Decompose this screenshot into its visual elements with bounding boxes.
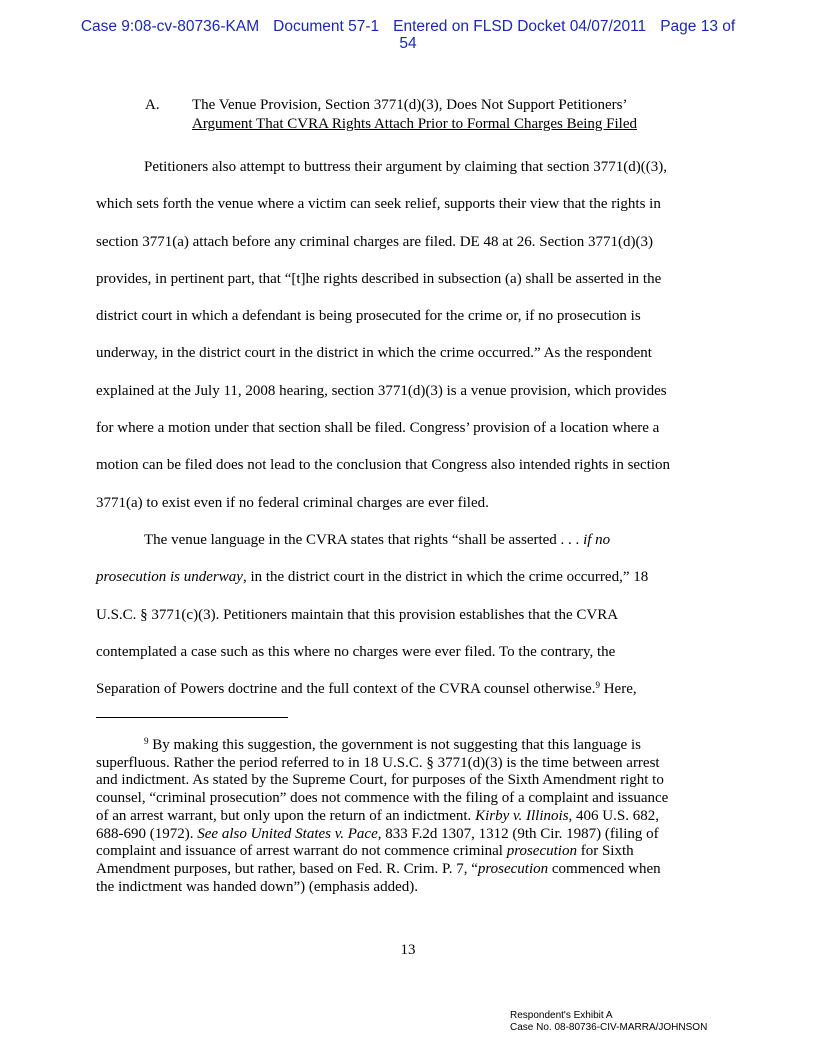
paragraph-line: for where a motion under that section shall be filed. Congress’ provision of a location where a	[96, 420, 660, 437]
footnote-line: counsel, “criminal prosecution” does not commence with the filing of a complaint and issuance	[96, 790, 669, 807]
paragraph-line: motion can be filed does not lead to the conclusion that Congress also intended rights in section	[96, 457, 671, 474]
page-total: 54	[399, 35, 417, 52]
italic-run: if no	[583, 531, 611, 548]
text-run: By making this suggestion, the government is not suggesting that this language is	[148, 737, 641, 753]
page-count: Page 13 of	[660, 18, 736, 35]
text-run: 688-690 (1972).	[96, 825, 198, 842]
footnote-line	[96, 861, 720, 879]
case-number: Case 9:08-cv-80736-KAM	[80, 18, 260, 35]
case-citation: Kirby v. Illinois	[475, 807, 569, 824]
text-run: Amendment purposes, but rather, based on Fed. R. Crim. P. 7, “	[96, 860, 478, 877]
paragraph-line	[96, 522, 720, 559]
footnote-separator	[96, 717, 288, 718]
text-run: , in the district court in the district in which the crime occurred,” 18	[242, 569, 649, 586]
text-run: , 406 U.S. 682,	[568, 807, 659, 824]
section-title-line2: Argument That CVRA Rights Attach Prior to Formal Charges Being Filed	[192, 116, 637, 132]
paragraph-line: which sets forth the venue where a victim can seek relief, supports their view that the rights in	[96, 196, 661, 213]
italic-run: prosecution	[477, 860, 549, 877]
footnote-line	[96, 737, 720, 755]
text-run: of an arrest warrant, but only upon the return of an indictment.	[96, 807, 476, 824]
paragraph-line: contemplated a case such as this where no charges were ever filed. To the contrary, the	[96, 643, 616, 660]
exhibit-label: Respondent's Exhibit A	[510, 1010, 613, 1021]
page-number: 13	[400, 942, 416, 958]
entered-date: Entered on FLSD Docket 04/07/2011	[393, 18, 647, 35]
footnote-line	[96, 843, 720, 861]
paragraph-line: Petitioners also attempt to buttress their argument by claiming that section 3771(d)((3),	[144, 159, 667, 175]
paragraph-line	[96, 671, 720, 708]
paragraph-line: explained at the July 11, 2008 hearing, section 3771(d)(3) is a venue provision, which provides	[96, 382, 667, 399]
case-citation: See also United States v. Pace	[197, 825, 378, 842]
section-title-line1: The Venue Provision, Section 3771(d)(3), Does Not Support Petitioners’	[192, 97, 628, 113]
footnote-line: superfluous. Rather the period referred to in 18 U.S.C. § 3771(d)(3) is the time between arrest	[96, 754, 660, 771]
text-run: commenced when	[548, 860, 661, 877]
paragraph-line: 3771(a) to exist even if no federal criminal charges are ever filed.	[96, 494, 489, 511]
paragraph-line: district court in which a defendant is being prosecuted for the crime or, if no prosecution is	[96, 308, 641, 325]
exhibit-case-number: Case No. 08-80736-CIV-MARRA/JOHNSON	[510, 1022, 708, 1033]
footnote-9	[96, 737, 720, 896]
body-text	[96, 149, 720, 708]
paragraph-line: U.S.C. § 3771(c)(3). Petitioners maintain that this provision establishes that the CVRA	[96, 606, 619, 623]
footnote-line: the indictment was handed down”) (emphasis added).	[96, 878, 418, 895]
section-title	[192, 96, 752, 134]
text-run: , 833 F.2d 1307, 1312 (9th Cir. 1987) (filing of	[377, 825, 659, 842]
paragraph-line: underway, in the district court in the district in which the crime occurred.” As the respondent	[96, 345, 652, 362]
text-run: The venue language in the CVRA states that rights “shall be asserted . . .	[144, 531, 584, 548]
section-letter: A.	[145, 97, 160, 113]
text-run: for Sixth	[576, 843, 634, 860]
paragraph-line: provides, in pertinent part, that “[t]he rights described in subsection (a) shall be asserted in the	[96, 270, 662, 287]
exhibit-stamp	[510, 1010, 707, 1034]
footnote-reference: 9	[595, 680, 600, 691]
text-run: Here,	[599, 681, 637, 698]
footnote-marker: 9	[144, 736, 149, 746]
text-run: Separation of Powers doctrine and the full context of the CVRA counsel otherwise.	[96, 681, 596, 698]
text-run: complaint and issuance of arrest warrant do not commence criminal	[96, 843, 507, 860]
paragraph-line: section 3771(a) attach before any criminal charges are filed. DE 48 at 26. Section 3771(d)(3)	[96, 233, 654, 250]
italic-run: prosecution is underway	[96, 569, 243, 586]
italic-run: prosecution	[506, 843, 577, 860]
docket-header-line1	[0, 18, 816, 35]
footnote-line	[96, 826, 720, 844]
paragraph-line	[96, 559, 720, 596]
docket-header	[0, 18, 816, 52]
footnote-line	[96, 808, 720, 826]
document-number: Document 57-1	[273, 18, 380, 35]
footnote-line: and indictment. As stated by the Supreme Court, for purposes of the Sixth Amendment right to	[96, 772, 664, 789]
